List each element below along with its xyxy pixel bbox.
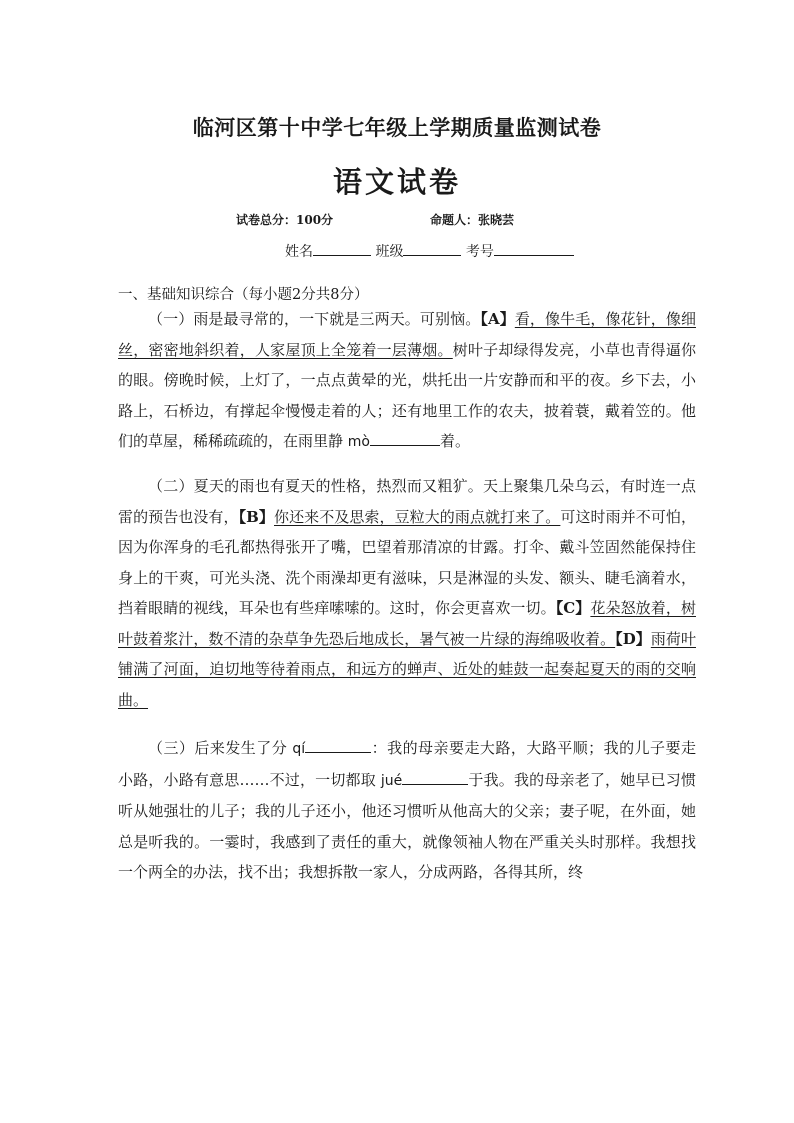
pinyin-prompt-jue: jué bbox=[380, 772, 403, 789]
name-field[interactable] bbox=[313, 242, 371, 256]
marker-a: 【A】 bbox=[480, 310, 515, 328]
pinyin-prompt-mo: mò bbox=[347, 434, 370, 450]
para1-text-a: （一）雨是最寻常的，一下就是三两天。可别恼。 bbox=[148, 310, 481, 328]
para2-text-a: （二）夏天的雨也有夏天的性格，热烈而又粗犷。天上聚集几朵乌云，有时连一点雷的预告也没有， bbox=[118, 477, 696, 526]
number-label: 考号 bbox=[465, 244, 494, 260]
para3-text-c: 于我。我的母亲老了，她早已习惯听从她强壮的儿子；我的儿子还小，他还习惯听从他高大的父亲；妻子呢，在外面，她总是听我的。一霎时，我感到了责任的重大，就像领袖人物在严重关头时那样。我想找一个两全的办法，找不出；我想拆散一家人，分成两路，各得其所，终 bbox=[118, 770, 696, 881]
class-label: 班级 bbox=[375, 244, 404, 260]
underlined-sentence-b: 你还来不及思索，豆粒大的雨点就打来了。 bbox=[274, 507, 561, 526]
total-score: 试卷总分：100分 bbox=[236, 213, 334, 227]
para3-text-a: （三）后来发生了分 bbox=[148, 739, 288, 757]
student-info-fields bbox=[285, 241, 574, 261]
exam-title: 临河区第十中学七年级上学期质量监测试卷 bbox=[192, 115, 602, 140]
underlined-sentence-d: 雨荷叶铺满了河面，迫切地等待着雨点，和远方的蝉声、近处的蛙鼓一起奏起夏天的雨的交响曲。 bbox=[118, 629, 696, 709]
answer-blank-qi[interactable] bbox=[305, 737, 371, 753]
para1-text-b: 树叶子却绿得发亮，小草也青得逼你的眼。傍晚时候，上灯了，一点点黄晕的光，烘托出一片安静而和平的夜。乡下去，小路上，石桥边，有撑起伞慢慢走着的人；还有地里工作的农夫，披着蓑，戴着笠的。他们的草屋，稀稀疏疏的，在雨里静 bbox=[118, 340, 696, 450]
marker-b: 【B】 bbox=[238, 507, 274, 526]
underlined-sentence-a: 看，像牛毛，像花针，像细丝，密密地斜织着，人家屋顶上全笼着一层薄烟。 bbox=[118, 310, 696, 359]
marker-d: 【D】 bbox=[615, 629, 651, 648]
para3-text-b: ：我的母亲要走大路，大路平顺；我的儿子要走小路，小路有意思……不过，一切都取 bbox=[118, 739, 696, 789]
name-label: 姓名 bbox=[285, 244, 313, 260]
section-heading: 一、基础知识综合（每小题2分共8分） bbox=[118, 287, 369, 303]
answer-blank-mo[interactable] bbox=[370, 430, 440, 446]
para2-text-b: 可这时雨并不可怕，因为你浑身的毛孔都热得张开了嘴，巴望着那清凉的甘露。打伞、戴斗笠固然能保持住身上的干爽，可光头浇、洗个雨澡却更有滋味，只是淋湿的头发、额头、睫毛滴着水，挡着眼睛的视线，耳朵也有些痒嗦嗦的。这时，你会更喜欢一切。 bbox=[118, 507, 696, 617]
para1-text-c: 着。 bbox=[440, 432, 471, 450]
passage-paragraph-3 bbox=[118, 733, 696, 888]
pinyin-prompt-qi: qí bbox=[292, 741, 306, 757]
underlined-sentence-c: 花朵怒放着，树叶鼓着浆汁，数不清的杂草争先恐后地成长，暑气被一片绿的海绵吸收着。 bbox=[118, 599, 696, 648]
marker-c: 【C】 bbox=[555, 599, 591, 617]
exam-subtitle: 语文试卷 bbox=[332, 165, 461, 199]
exam-author: 命题人：张晓芸 bbox=[430, 213, 515, 227]
number-field[interactable] bbox=[494, 242, 574, 256]
passage-paragraph-2 bbox=[118, 471, 696, 715]
answer-blank-jue[interactable] bbox=[402, 769, 468, 785]
passage-paragraph-1 bbox=[118, 304, 696, 458]
class-field[interactable] bbox=[403, 242, 461, 256]
